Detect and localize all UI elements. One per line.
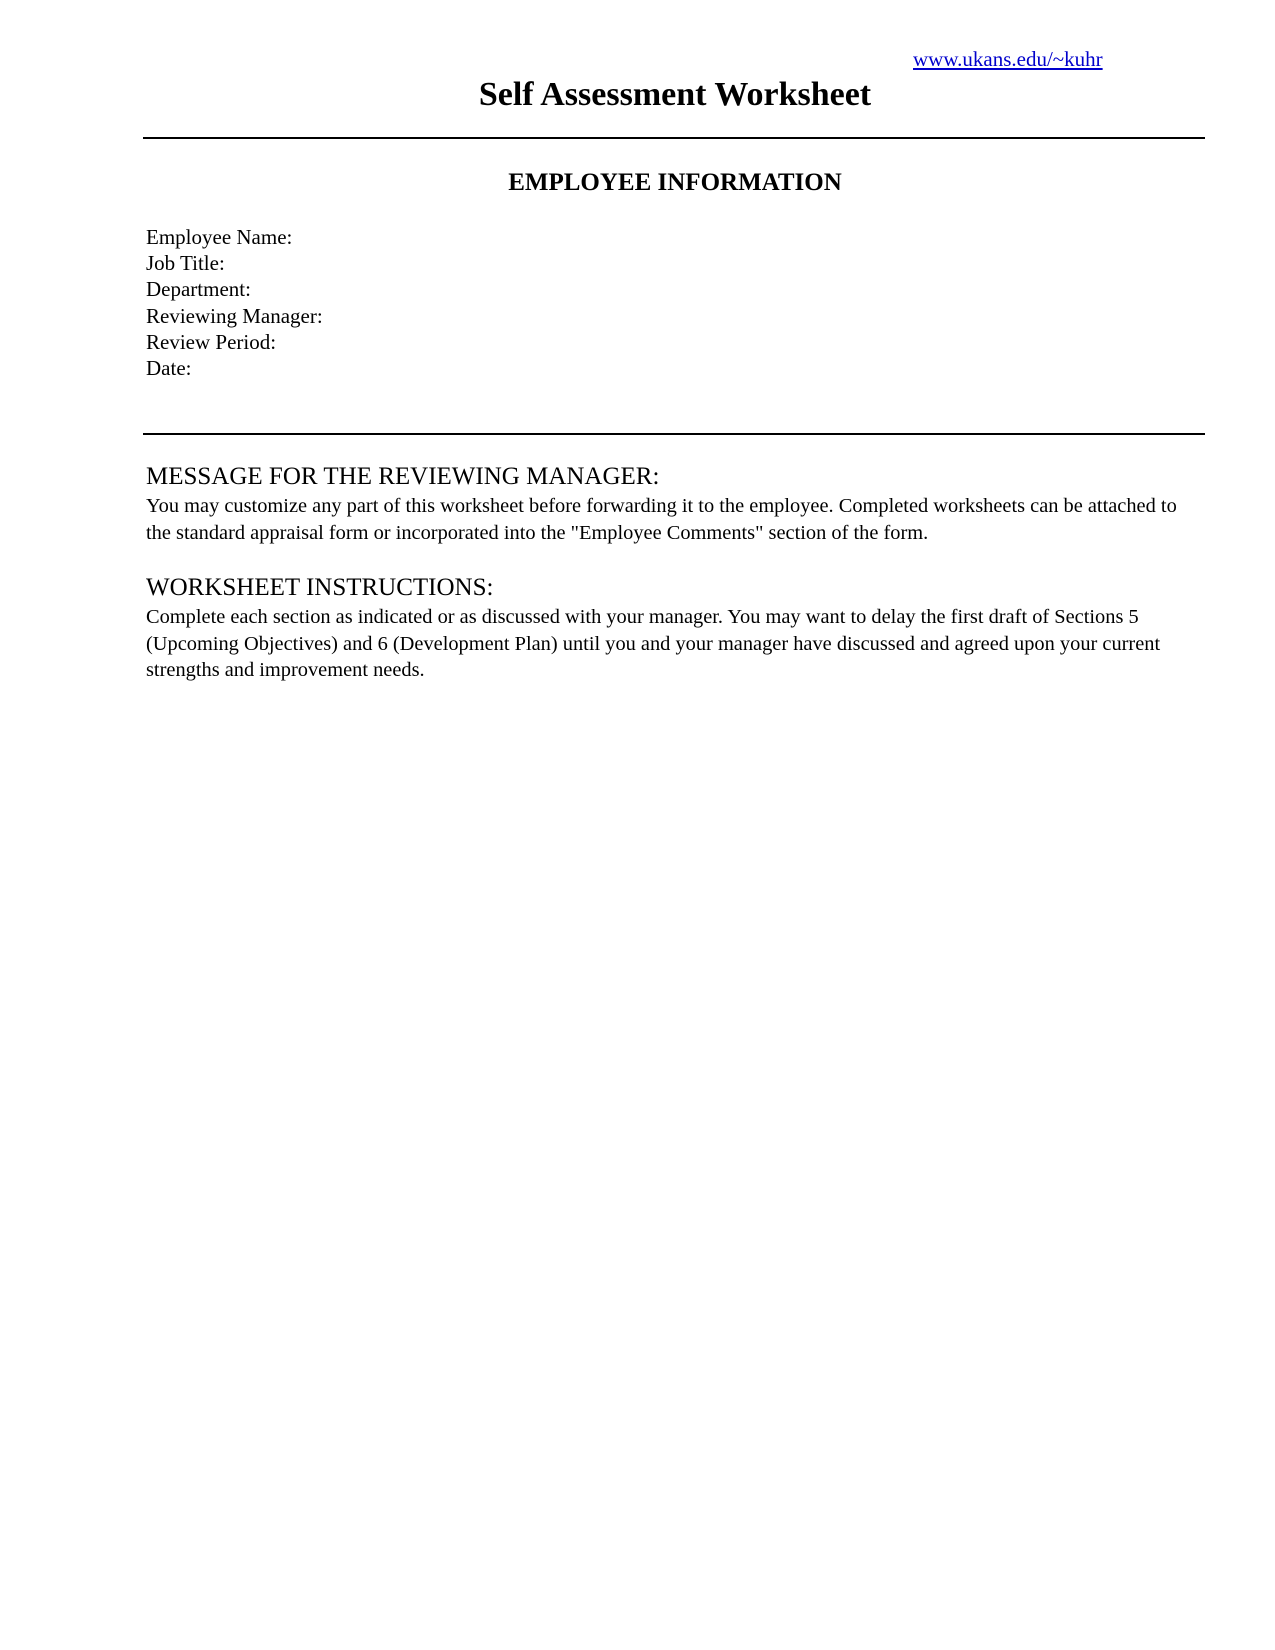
instructions-body	[146, 604, 1206, 684]
manager-message-body	[146, 493, 1206, 546]
section-divider	[143, 433, 1205, 435]
instructions-line: strengths and improvement needs.	[146, 659, 425, 681]
manager-message-heading: MESSAGE FOR THE REVIEWING MANAGER:	[146, 463, 660, 490]
page-title: Self Assessment Worksheet	[478, 76, 872, 113]
instructions-line: (Upcoming Objectives) and 6 (Development Plan) until you and your manager have discussed and agreed upon your current	[146, 632, 1161, 655]
field-date: Date:	[146, 356, 192, 381]
employee-information-heading: EMPLOYEE INFORMATION	[508, 169, 842, 196]
manager-message-line: You may customize any part of this worksheet before forwarding it to the employee. Completed worksheets can be attached to	[146, 495, 1177, 517]
field-department: Department:	[146, 277, 251, 302]
instructions-heading: WORKSHEET INSTRUCTIONS:	[146, 574, 494, 601]
manager-message-section	[146, 461, 1206, 546]
field-employee-name: Employee Name:	[146, 225, 293, 249]
top-divider	[143, 137, 1205, 139]
employee-info-fields	[146, 224, 323, 381]
field-job-title: Job Title:	[146, 251, 225, 276]
field-review-period: Review Period:	[146, 329, 277, 354]
manager-message-line: the standard appraisal form or incorporated into the "Employee Comments" section of the form.	[146, 521, 929, 544]
instructions-section	[146, 572, 1206, 684]
field-reviewing-manager: Reviewing Manager:	[146, 303, 323, 328]
instructions-line: Complete each section as indicated or as discussed with your manager. You may want to delay the first draft of Sections 5	[146, 606, 1139, 628]
website-link[interactable]: www.ukans.edu/~kuhr	[913, 47, 1103, 71]
